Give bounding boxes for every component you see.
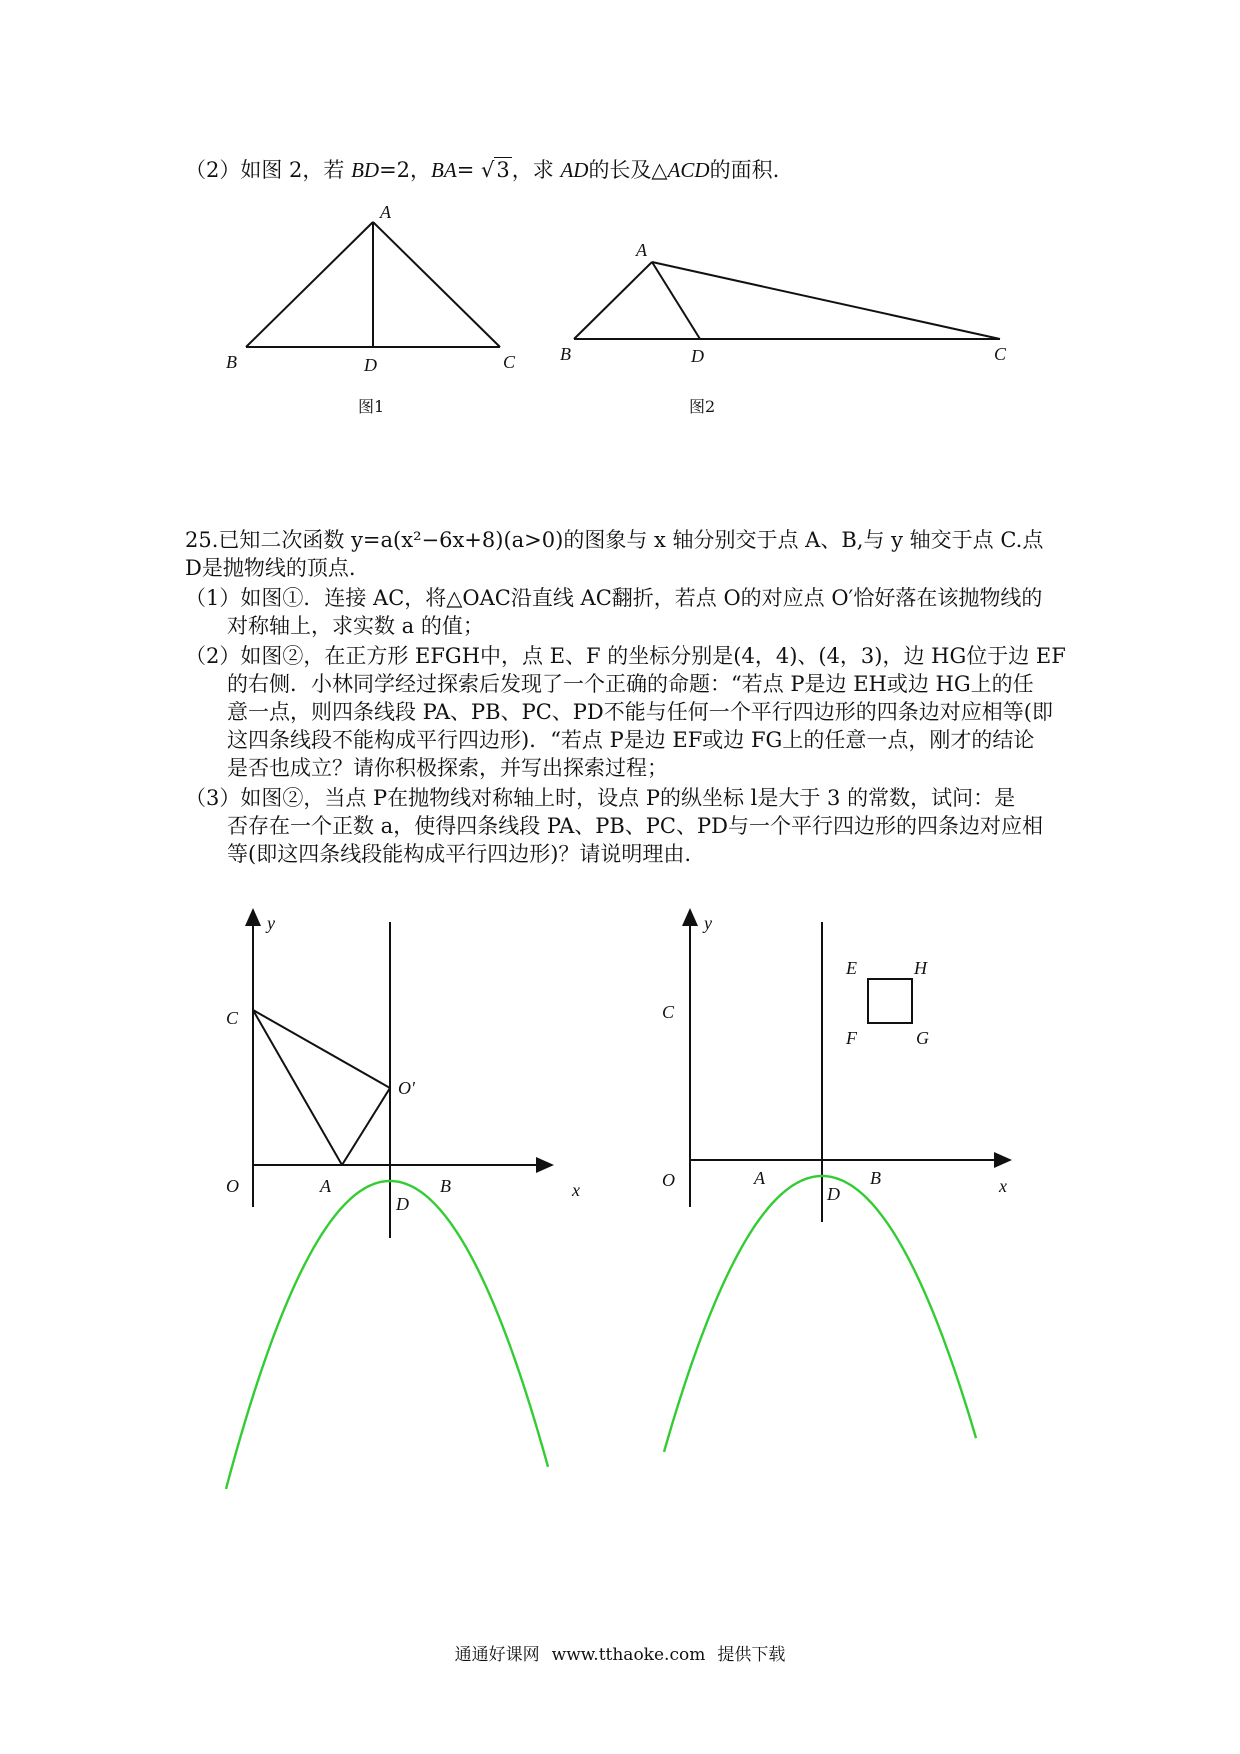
q25-part2-line3: 意一点，则四条线段 PA、PB、PC、PD不能与任何一个平行四边形的四条边对应相等(即 xyxy=(227,700,1053,724)
fig1-caption: 图1 xyxy=(358,397,385,416)
sqrt-value: 3 xyxy=(496,158,510,182)
q24-ad: AD xyxy=(560,158,589,182)
g1-label-x: x xyxy=(572,1180,580,1200)
q24-ba: BA xyxy=(431,158,457,182)
fig1-label-b: B xyxy=(226,352,237,372)
footer-url: www.tthaoke.com xyxy=(551,1645,706,1665)
q25-part2-line1: （2）如图②，在正方形 EFGH中，点 E、F 的坐标分别是(4，4)、(4，3)，边 HG位于边 EF xyxy=(185,644,1066,668)
q25-part2-line5: 是否也成立？请你积极探索，并写出探索过程； xyxy=(227,756,668,780)
q25-part1-line1: （1）如图①．连接 AC，将△OAC沿直线 AC翻折，若点 O的对应点 O′恰好落在该抛物线的 xyxy=(185,586,1043,610)
q25-part2-line2: 的右侧．小林同学经过探索后发现了一个正确的命题：“若点 P是边 EH或边 HG上的任 xyxy=(227,672,1034,696)
g2-label-d: D xyxy=(827,1184,840,1204)
q25-line2: D是抛物线的顶点. xyxy=(185,556,356,580)
q25-part3-line1: （3）如图②，当点 P在抛物线对称轴上时，设点 P的纵坐标 l是大于 3 的常数，试问：是 xyxy=(185,786,1016,810)
q24-acd: ACD xyxy=(667,158,710,182)
fig1-label-c: C xyxy=(503,352,516,372)
q24-eq2: = xyxy=(456,158,481,182)
g1-label-c: C xyxy=(226,1008,239,1028)
g1-label-y: y xyxy=(267,913,275,933)
g2-square-efgh xyxy=(868,979,912,1023)
footer-site: 通通好课网 xyxy=(454,1645,540,1665)
q25-part3-line3: 等(即这四条线段能构成平行四边形)？请说明理由. xyxy=(227,842,692,866)
fig2-label-c: C xyxy=(994,344,1007,364)
g2-label-c: C xyxy=(662,1002,675,1022)
g2-label-e: E xyxy=(846,958,857,978)
g1-label-a: A xyxy=(320,1176,331,1196)
g2-label-h: H xyxy=(914,958,927,978)
fig2-caption: 图2 xyxy=(689,397,716,416)
q24-prefix: （2）如图 2，若 xyxy=(185,158,352,182)
q25-part1-line2: 对称轴上，求实数 a 的值； xyxy=(227,614,484,638)
g2-label-b: B xyxy=(870,1168,881,1188)
q24-mid2: 的长及△ xyxy=(588,158,668,182)
q24-suffix: 的面积. xyxy=(709,158,780,182)
g2-label-x: x xyxy=(999,1176,1007,1196)
g2-parabola xyxy=(664,1176,976,1452)
fig2-label-d: D xyxy=(691,346,704,366)
fig1-label-a: A xyxy=(380,202,391,222)
q25-part3-line2: 否存在一个正数 a，使得四条线段 PA、PB、PC、PD与一个平行四边形的四条边对应相 xyxy=(227,814,1043,838)
sqrt-expression: √3 xyxy=(480,158,510,182)
g2-label-y: y xyxy=(704,913,712,933)
g1-label-b: B xyxy=(440,1176,451,1196)
q24-bd: BD xyxy=(351,158,380,182)
g1-label-oprime: O′ xyxy=(398,1078,415,1098)
footer-tail: 提供下载 xyxy=(717,1645,786,1665)
q24-eq1: =2， xyxy=(379,158,432,182)
page-footer xyxy=(0,1640,1240,1665)
g2-label-o: O xyxy=(662,1170,675,1190)
q24-mid: ，求 xyxy=(511,158,561,182)
g2-label-g: G xyxy=(916,1028,929,1048)
q25-part2-line4: 这四条线段不能构成平行四边形)．“若点 P是边 EF或边 FG上的任意一点，刚才的结论 xyxy=(227,728,1035,752)
q25-line1: 25.已知二次函数 y=a(x²−6x+8)(a>0)的图象与 x 轴分别交于点 A、B,与 y 轴交于点 C.点 xyxy=(185,528,1044,552)
fig2-label-a: A xyxy=(636,240,647,260)
fig2-label-b: B xyxy=(560,344,571,364)
g1-label-d: D xyxy=(396,1194,409,1214)
fig1-label-d: D xyxy=(364,355,377,375)
g1-label-o: O xyxy=(226,1176,239,1196)
g2-label-a: A xyxy=(754,1168,765,1188)
g2-label-f: F xyxy=(846,1028,857,1048)
